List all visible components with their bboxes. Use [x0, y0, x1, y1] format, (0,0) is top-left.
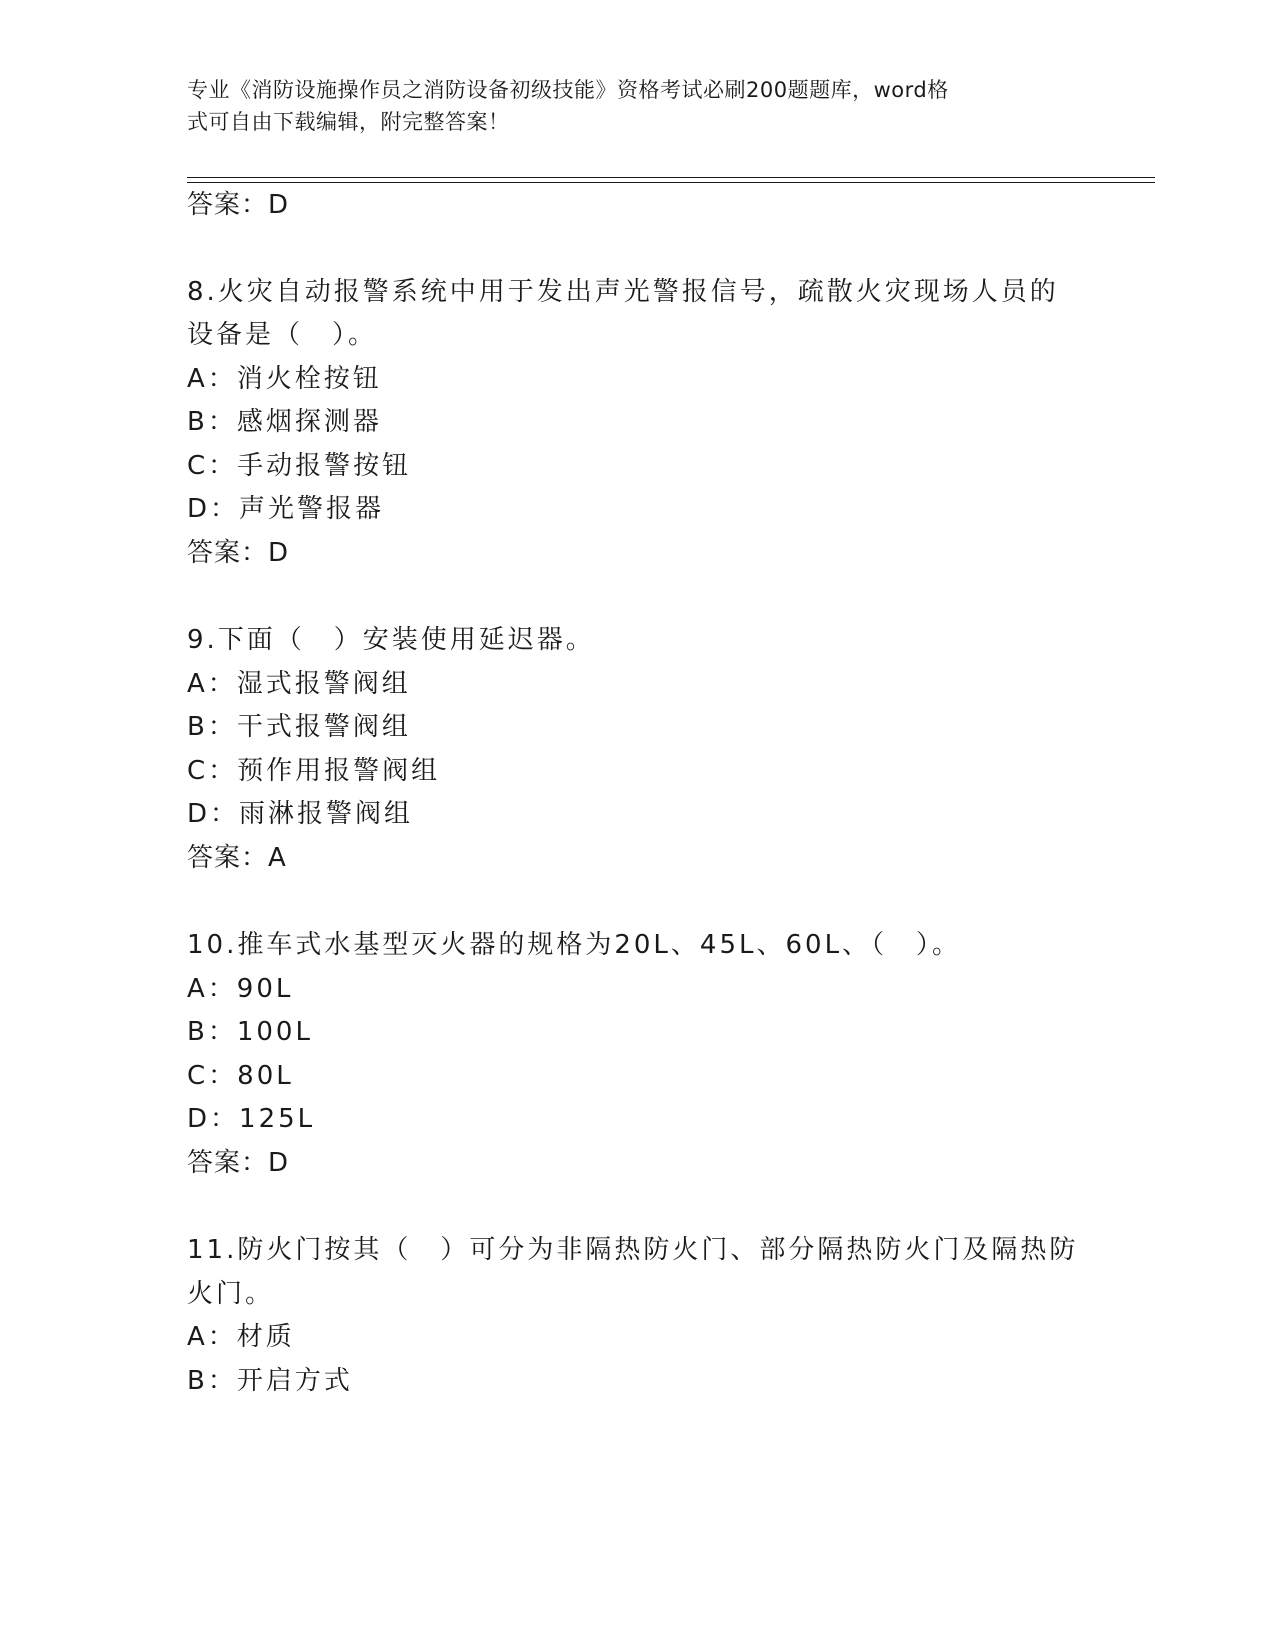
question-8-option-c: C：手动报警按钮 — [187, 451, 412, 481]
question-9-answer: 答案：A — [187, 843, 287, 873]
question-9-option-c: C：预作用报警阀组 — [187, 756, 441, 786]
question-11-option-a: A：材质 — [187, 1322, 295, 1352]
question-10-stem-line-1: 10.推车式水基型灭火器的规格为20L、45L、60L、（ ）。 — [187, 930, 962, 960]
header-divider-bottom — [187, 182, 1155, 183]
question-8-option-a: A：消火栓按钮 — [187, 364, 382, 394]
question-11-stem-line-1: 11.防火门按其（ ）可分为非隔热防火门、部分隔热防火门及隔热防 — [187, 1235, 1079, 1265]
question-10-option-b: B：100L — [187, 1017, 313, 1047]
question-8-option-d: D：声光警报器 — [187, 494, 385, 524]
question-10-option-a: A：90L — [187, 974, 294, 1004]
question-9-option-d: D：雨淋报警阀组 — [187, 799, 414, 829]
question-10-option-d: D：125L — [187, 1104, 316, 1134]
question-10-option-c: C：80L — [187, 1061, 294, 1091]
question-9-stem-line-1: 9.下面（ ）安装使用延迟器。 — [187, 625, 595, 655]
question-8-stem-line-1: 8.火灾自动报警系统中用于发出声光警报信号，疏散火灾现场人员的 — [187, 277, 1059, 307]
header-line-2: 式可自由下载编辑，附完整答案！ — [187, 110, 510, 134]
header-line-1: 专业《消防设施操作员之消防设备初级技能》资格考试必刷200题题库，word格 — [187, 78, 949, 102]
question-8-option-b: B：感烟探测器 — [187, 407, 382, 437]
question-10-answer: 答案：D — [187, 1148, 290, 1178]
question-9-option-b: B：干式报警阀组 — [187, 712, 411, 742]
document-header — [187, 74, 1067, 138]
answer-previous: 答案：D — [187, 190, 290, 220]
header-divider-top — [187, 177, 1155, 178]
question-8-stem-line-2: 设备是（ ）。 — [187, 320, 378, 350]
question-9-option-a: A：湿式报警阀组 — [187, 669, 411, 699]
question-11-stem-line-2: 火门。 — [187, 1279, 275, 1309]
question-11-option-b: B：开启方式 — [187, 1366, 353, 1396]
question-8-answer: 答案：D — [187, 538, 290, 568]
